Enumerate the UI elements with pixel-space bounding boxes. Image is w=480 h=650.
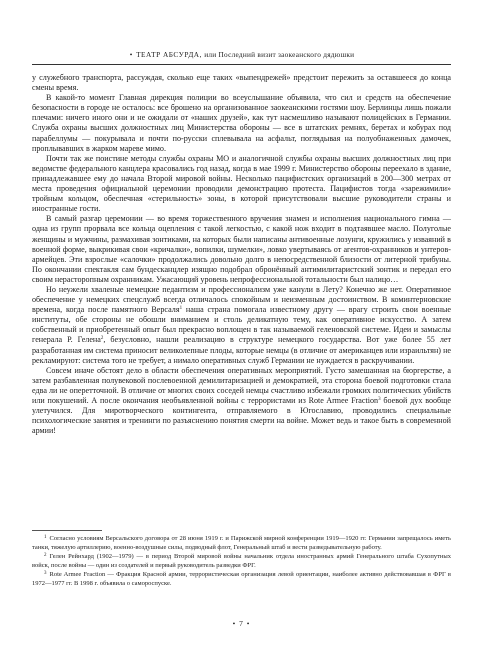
paragraph-text: Совсем иначе обстоят дело в области обеспечения оперативных мероприятий. Густо замешанная на бюргерстве, а затем разбавленная полувековой послевоенной демилитаризацией и демократией, эта сторона боевой подготовки стала едва ли не оперетточной. В отличие от многих своих соседей немцы счастливо избежали громких политических убийств или покушений. А после окончания необъявленной войны с террористами из Rote Armee Fraction bbox=[32, 365, 451, 405]
footnote-number: 1 bbox=[44, 535, 47, 540]
footnote-text: Согласно условиям Версальского договора от 28 июня 1919 г. и Парижской мирной конференции 1919—1920 гг. Германии запрещалось иметь танки, тяжелую артиллерию, военно-воздушные силы, подводный флот, Генеральный штаб и вести разведывательную работу. bbox=[32, 535, 451, 551]
body-paragraph bbox=[32, 285, 451, 366]
body-paragraph bbox=[32, 73, 451, 93]
header-bullet: • bbox=[129, 50, 133, 59]
body-paragraph bbox=[32, 154, 451, 215]
paragraph-text: боевой дух вообще улетучился. Для миротворческого контингента, отправляемого в Югославию, проводились специальные психологические занятия и тренинги по разъяснению понятия смерти на войне. Может ведь и такое быть в современной армии! bbox=[32, 396, 451, 436]
header-title: ТЕАТР АБСУРДА, bbox=[136, 50, 202, 59]
page-number: • 7 • bbox=[232, 619, 251, 628]
paragraph-text: В самый разгар церемонии — во время торжественного вручения знамен и исполнения национального гимна — одна из групп прорвала все кольца оцепления с такой легкостью, с какой нож входит в подтаявшее масло. Полуголые женщины и мужчины, размахивая зонтиками, на которых были написаны антивоенные лозунги, кружились у изваяний в военной форме, выкрикивая свои «кричалки», вопилки, шумелки», ловко увертываясь от агентов-охранников и унтеров-армейцев. Эти взрослые «салочки» продолжались довольно долго в непосредственной близости от литерной трибуны. По окончании спектакля сам бундесканцлер изящно подобрал обронённый антимилитаристский зонтик и передал его своим нерасторопным охранникам. Ужасающий уровень непрофессиональной тотальности был налицо… bbox=[32, 214, 451, 284]
footnote bbox=[32, 570, 451, 588]
footnote-number: 3 bbox=[44, 571, 47, 577]
body-paragraph bbox=[32, 366, 451, 437]
footnote-text: Rote Armee Fraction — Фракция Красной армии, террористическая организация левой ориентации, наиболее активно действовавшая в ФРГ в 1972—1977 гг. В 1998 г. объявила о самороспуске. bbox=[32, 571, 451, 587]
paragraph-text: , безусловно, нашли реализацию в структуре немецкого государства. Вот уже более 55 лет разработанная им система приносит великолепные плоды, которые немцы (в отличие от американцев или израильтян) не рекламируют: система того не требует, а нимало оперативных служб Германии не нуждается в раскручивании. bbox=[32, 335, 452, 365]
paragraph-text: В какой-то момент Главная дирекция полиции во всеуслышание объявила, что сил и средств на обеспечение безопасности в городе не осталось: все брошено на организованное заокеанскими гостями шоу. Берлинцы лишь пожали плечами: ничего иного они и не ожидали от «наших друзей», как тут насмешливо называют полицейских в Германии. Служба охраны высших должностных лиц Министерства обороны — все в штатских ремнях, беретах и кобурах под парабеллумы — покурывала и почти по-русски сплевывала на асфальт, поглядывая на полуобнаженных дамочек, проплывавших в жарком мареве мимо. bbox=[32, 93, 451, 153]
paragraph-text: Почти так же поистине методы службы охраны МО и аналогичной службы охраны высших должностных лиц при ведомстве федерального канцлера красовались год назад, когда в мае 1999 г. Министерство обороны переехало в здание, принадлежавшее ему до начала Второй мировой войны. Несколько пацифистских организаций в 200—300 метрах от места проведения официальной церемонии проводили демонстрацию протеста. Пацифистов тогда «зарежимили» тройным кольцом, обеспечная «стерильность» зоны, в которой присутствовали высшие руководители страны и иностранные гости. bbox=[32, 153, 451, 214]
footnote-rule bbox=[32, 530, 102, 531]
running-header bbox=[32, 50, 451, 59]
body-paragraph bbox=[32, 93, 451, 154]
paragraph-text: Но неужели хваленые немецкие педантизм и профессионализм уже канули в Лету? Конечно же нет. Оперативное обеспечение у немецких спецслужб всегда отличалось спокойным и неизменным достоинством. В коминтерновские времена, когда после памятного Версаля bbox=[32, 284, 451, 315]
header-subtitle: или Последний визит заокеанского дядюшки bbox=[204, 50, 355, 59]
footnote bbox=[32, 552, 451, 570]
footnote-ref[interactable]: 1 bbox=[179, 306, 183, 312]
footnote-number: 2 bbox=[44, 553, 47, 559]
footnote-ref[interactable]: 3 bbox=[378, 397, 381, 402]
body-paragraph bbox=[32, 214, 451, 285]
footnotes bbox=[32, 534, 451, 589]
footnote-text: Гелен Рейнхард (1902—1979) — в период Второй мировой войны начальник отдела иностранных армий Генерального штаба Сухопутных войск, после войны — один из создателей и первый руководитель разведки ФРГ. bbox=[32, 553, 451, 569]
paragraph-text: у служебного транспорта, рассуждая, сколько еще таких «выпендрежей» предстоит пережить за оставшееся до конца смены время. bbox=[32, 73, 451, 93]
header-rule bbox=[32, 64, 451, 65]
footnote bbox=[32, 534, 451, 552]
footnote-ref[interactable]: 2 bbox=[100, 336, 104, 342]
body-text bbox=[32, 73, 451, 436]
paragraph-text: наша страна помогала известному другу — врагу строить свои военные институты, обе стороны не обошли вниманием и столь деликатную тему, как оперативное искусство. А затем собственный и приобретенный опыт был прекрасно воплощен в так называемой геленовской системе. Идеи и замыслы генерала Р. Гелена bbox=[32, 305, 451, 345]
